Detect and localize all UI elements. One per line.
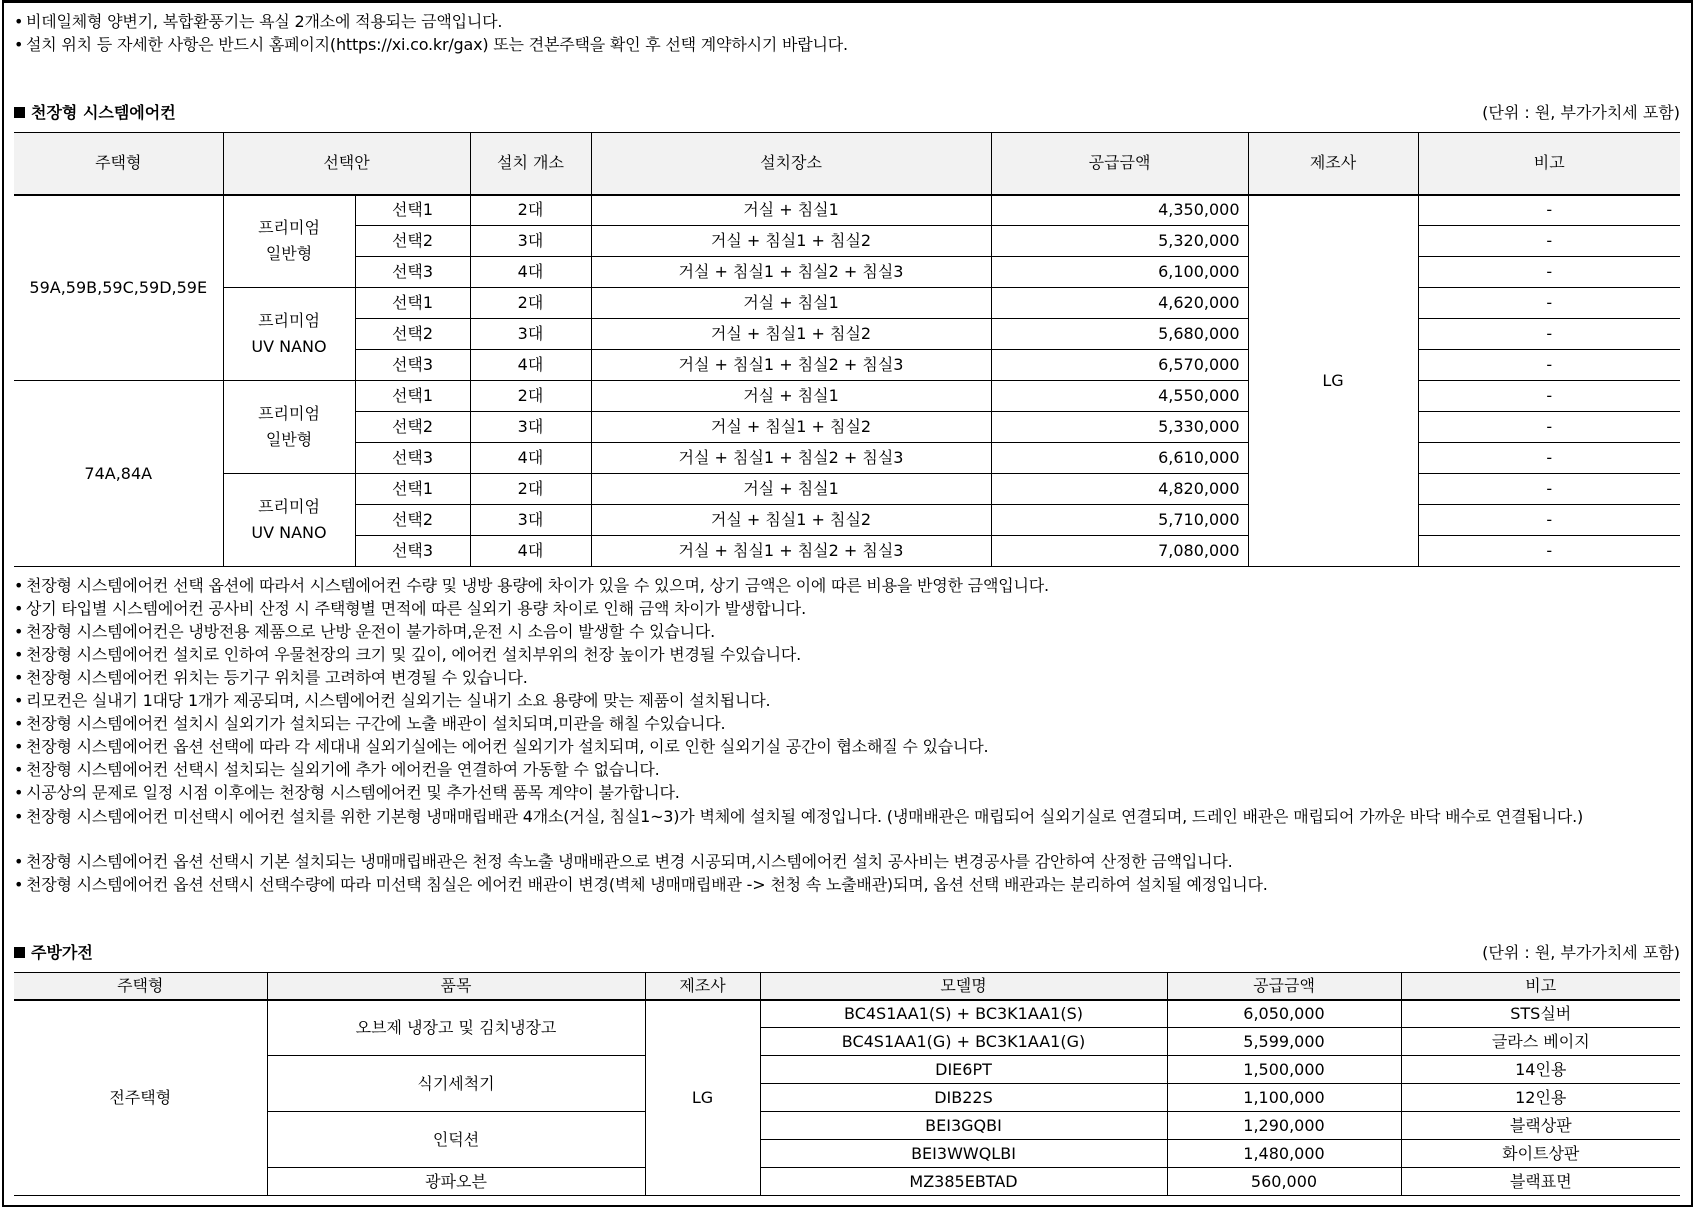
kitchen-table: [14, 972, 1680, 1196]
aircon-header-row: [14, 133, 1680, 195]
product-cell: 프리미엄 UV NANO: [223, 474, 355, 567]
col-header: 제조사: [645, 973, 760, 1000]
top-note: • 설치 위치 등 자세한 사항은 반드시 홈페이지(https://xi.co.kr/gax) 또는 견본주택을 확인 후 선택 계약하시기 바랍니다.: [14, 35, 848, 54]
product-cell: 인덕션: [267, 1112, 645, 1168]
col-header: 설치장소: [591, 133, 991, 195]
table-row: BC4S1AA1(G) + BC3K1AA1(G) 5,599,000 글라스 베이지: [14, 1028, 1680, 1056]
table-row: 인덕션 BEI3GQBI 1,290,000 블랙상판: [14, 1112, 1680, 1140]
product-cell: 프리미엄 일반형: [223, 195, 355, 288]
manufacturer-cell: LG: [1248, 195, 1418, 567]
top-note: • 비데일체형 양변기, 복합환풍기는 욕실 2개소에 적용되는 금액입니다.: [14, 12, 503, 31]
aircon-note: • 천장형 시스템에어컨 옵션 선택시 선택수량에 따라 미선택 침실은 에어컨 배관이 변경(벽체 냉매매립배관 -> 천청 속 노출배관)되며, 옵션 선택 배관과는 분리하여 설치될 예정입니다.: [14, 875, 1268, 894]
aircon-table: [14, 132, 1680, 567]
product-cell: 오브제 냉장고 및 김치냉장고: [267, 1000, 645, 1056]
table-row: 프리미엄 UV NANO 선택1 2대 거실 + 침실1 4,620,000 -: [14, 288, 1680, 319]
col-header: 공급금액: [991, 133, 1248, 195]
house-type-cell: 74A,84A: [14, 381, 223, 567]
aircon-note: • 천장형 시스템에어컨 위치는 등기구 위치를 고려하여 변경될 수 있습니다.: [14, 668, 528, 687]
manufacturer-cell: LG: [645, 1000, 760, 1196]
table-row: 74A,84A 프리미엄 일반형 선택1 2대 거실 + 침실1 4,550,000 -: [14, 381, 1680, 412]
aircon-note: • 천장형 시스템에어컨 선택시 설치되는 실외기에 추가 에어컨을 연결하여 가동할 수 없습니다.: [14, 760, 660, 779]
house-type-cell: 59A,59B,59C,59D,59E: [14, 195, 223, 381]
table-row: DIB22S 1,100,000 12인용: [14, 1084, 1680, 1112]
table-row: 식기세척기 DIE6PT 1,500,000 14인용: [14, 1056, 1680, 1084]
table-row: BEI3WWQLBI 1,480,000 화이트상판: [14, 1140, 1680, 1168]
col-header: 설치 개소: [470, 133, 591, 195]
col-header: 주택형: [14, 133, 223, 195]
table-row: 선택3 4대 거실 + 침실1 + 침실2 + 침실3 6,100,000 -: [14, 257, 1680, 288]
product-cell: 프리미엄 일반형: [223, 381, 355, 474]
table-row: 선택3 4대 거실 + 침실1 + 침실2 + 침실3 7,080,000 -: [14, 536, 1680, 567]
product-cell: 광파오븐: [267, 1168, 645, 1196]
col-header: 모델명: [760, 973, 1167, 1000]
table-row: 59A,59B,59C,59D,59E 프리미엄 일반형 선택1 2대 거실 + 침실1 4,350,000 LG -: [14, 195, 1680, 226]
house-type-cell: 전주택형: [14, 1000, 267, 1196]
product-cell: 프리미엄 UV NANO: [223, 288, 355, 381]
aircon-note: • 천장형 시스템에어컨 옵션 선택시 기본 설치되는 냉매매립배관은 천정 속노출 냉매배관으로 변경 시공되며,시스템에어컨 설치 공사비는 변경공사를 감안하여 산정한 금액입니다.: [14, 852, 1233, 871]
col-header: 품목: [267, 973, 645, 1000]
table-row: 선택2 3대 거실 + 침실1 + 침실2 5,330,000 -: [14, 412, 1680, 443]
table-row: 선택3 4대 거실 + 침실1 + 침실2 + 침실3 6,570,000 -: [14, 350, 1680, 381]
table-row: 선택2 3대 거실 + 침실1 + 침실2 5,710,000 -: [14, 505, 1680, 536]
aircon-unit-label: (단위 : 원, 부가가치세 포함): [1482, 103, 1680, 122]
col-header: 비고: [1401, 973, 1680, 1000]
kitchen-header-row: [14, 973, 1680, 1000]
aircon-note: • 시공상의 문제로 일정 시점 이후에는 천장형 시스템에어컨 및 추가선택 품목 계약이 불가합니다.: [14, 783, 680, 802]
table-row: 프리미엄 UV NANO 선택1 2대 거실 + 침실1 4,820,000 -: [14, 474, 1680, 505]
table-row: 선택2 3대 거실 + 침실1 + 침실2 5,680,000 -: [14, 319, 1680, 350]
aircon-note-wrapped: • 천장형 시스템에어컨 미선택시 에어컨 설치를 위한 기본형 냉매매립배관 4개소(거실, 침실1~3)가 벽체에 설치될 예정입니다. (냉매배관은 매립되어 실외기실로 연결되며, 드레인 배관은 매립되어 가까운 바닥 배수로 연결됩니다.): [14, 807, 1584, 826]
aircon-note: • 리모컨은 실내기 1대당 1개가 제공되며, 시스템에어컨 실외기는 실내기 소요 용량에 맞는 제품이 설치됩니다.: [14, 691, 771, 710]
col-header: 제조사: [1248, 133, 1418, 195]
aircon-note: • 천장형 시스템에어컨은 냉방전용 제품으로 난방 운전이 불가하며,운전 시 소음이 발생할 수 있습니다.: [14, 622, 716, 641]
aircon-section-title: 천장형 시스템에어컨: [14, 102, 176, 124]
col-header: 선택안: [223, 133, 470, 195]
kitchen-unit-label: (단위 : 원, 부가가치세 포함): [1482, 943, 1680, 962]
table-row: 선택3 4대 거실 + 침실1 + 침실2 + 침실3 6,610,000 -: [14, 443, 1680, 474]
table-row: 선택2 3대 거실 + 침실1 + 침실2 5,320,000 -: [14, 226, 1680, 257]
aircon-note: • 천장형 시스템에어컨 설치시 실외기가 설치되는 구간에 노출 배관이 설치되며,미관을 해칠 수있습니다.: [14, 714, 726, 733]
col-header: 비고: [1418, 133, 1680, 195]
aircon-note: • 천장형 시스템에어컨 옵션 선택에 따라 각 세대내 실외기실에는 에어컨 실외기가 설치되며, 이로 인한 실외기실 공간이 협소해질 수 있습니다.: [14, 737, 989, 756]
aircon-note: • 천장형 시스템에어컨 선택 옵션에 따라서 시스템에어컨 수량 및 냉방 용량에 차이가 있을 수 있으며, 상기 금액은 이에 따른 비용을 반영한 금액입니다.: [14, 576, 1049, 595]
kitchen-section-title: 주방가전: [14, 942, 93, 964]
col-header: 공급금액: [1167, 973, 1401, 1000]
col-header: 주택형: [14, 973, 267, 1000]
square-bullet-icon: [14, 107, 25, 118]
product-cell: 식기세척기: [267, 1056, 645, 1112]
aircon-note: • 상기 타입별 시스템에어컨 공사비 산정 시 주택형별 면적에 따른 실외기 용량 차이로 인해 금액 차이가 발생합니다.: [14, 599, 806, 618]
aircon-note: • 천장형 시스템에어컨 설치로 인하여 우물천장의 크기 및 깊이, 에어컨 설치부위의 천장 높이가 변경될 수있습니다.: [14, 645, 802, 664]
table-row: 전주택형 오브제 냉장고 및 김치냉장고 LG BC4S1AA1(S) + BC3K1AA1(S) 6,050,000 STS실버: [14, 1000, 1680, 1028]
table-row: 광파오븐 MZ385EBTAD 560,000 블랙표면: [14, 1168, 1680, 1196]
square-bullet-icon: [14, 947, 25, 958]
